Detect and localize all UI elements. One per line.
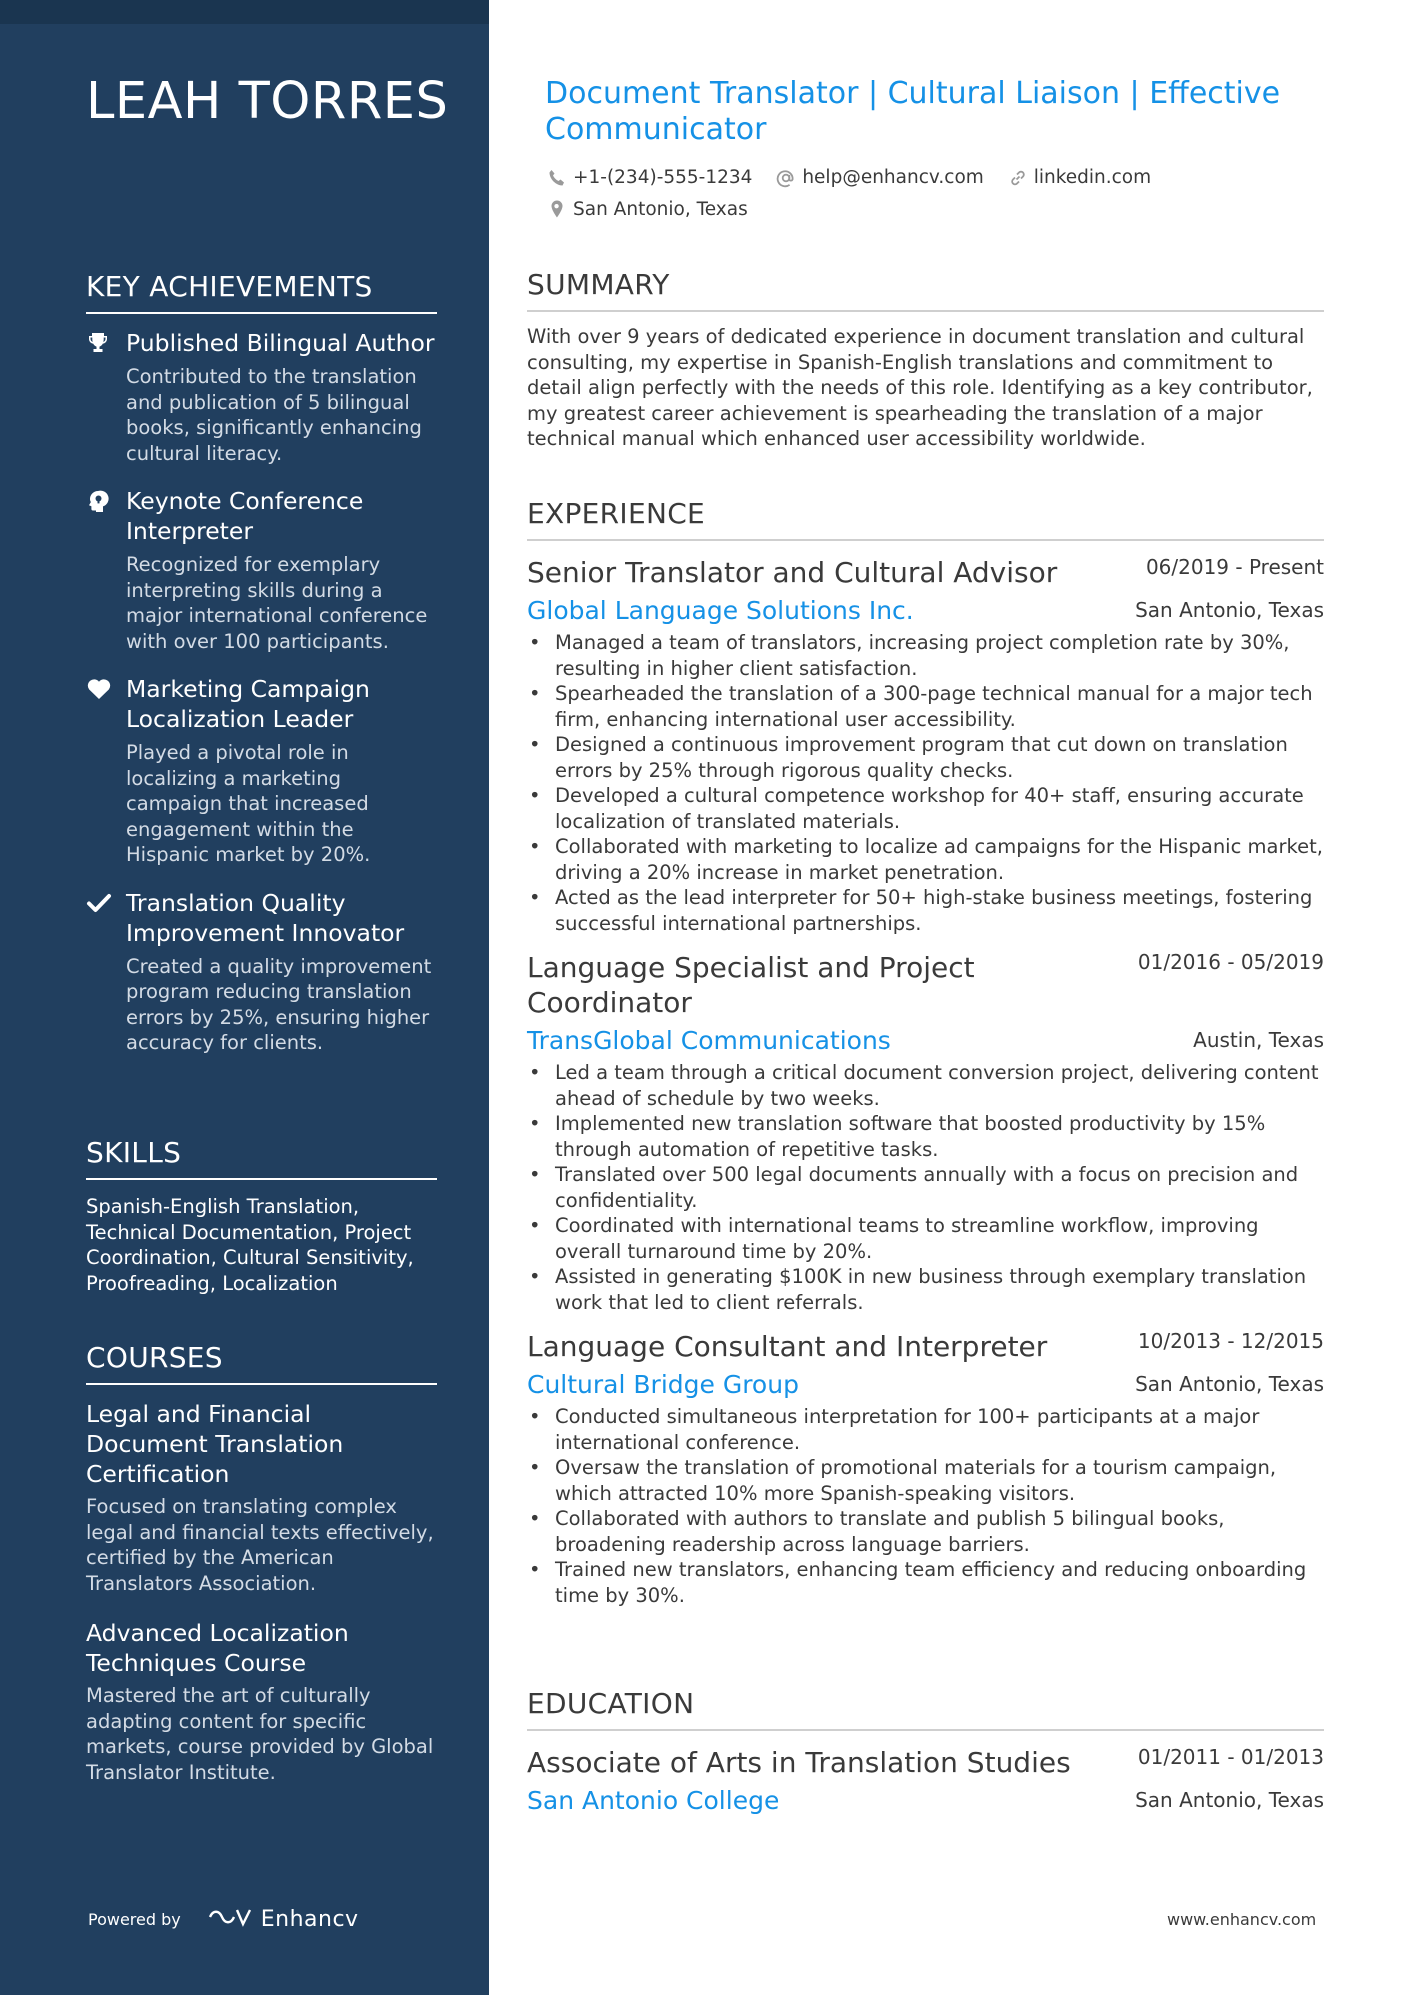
list-item: • Designed a continuous improvement program that cut down on translation errors by 25% through rigorous quality checks. bbox=[529, 733, 1288, 782]
list-item: • Implemented new translation software that boosted productivity by 15% through automation of repetitive tasks. bbox=[529, 1112, 1266, 1161]
location-text: San Antonio, Texas bbox=[573, 198, 748, 220]
main-content bbox=[489, 0, 1410, 1995]
list-item: • Assisted in generating $100K in new business through exemplary translation work that led to client referrals. bbox=[529, 1265, 1307, 1314]
list-item: • Collaborated with authors to translate and publish 5 bilingual books, broadening readership across language barriers. bbox=[529, 1507, 1225, 1556]
list-item: • Translated over 500 legal documents annually with a focus on precision and confidentiality. bbox=[529, 1163, 1299, 1212]
achievement-title: Keynote Conference Interpreter bbox=[126, 487, 364, 545]
skills-title: SKILLS bbox=[86, 1136, 437, 1180]
courses-section bbox=[86, 1341, 437, 1807]
list-item: • Collaborated with marketing to localize ad campaigns for the Hispanic market, driving a 20% increase in market penetration. bbox=[529, 835, 1323, 884]
phone-number: +1-(234)-555-1234 bbox=[573, 167, 753, 188]
skills-section bbox=[86, 1136, 437, 1296]
list-item: • Oversaw the translation of promotional materials for a tourism campaign, which attracted 10% more Spanish-speaking visitors. bbox=[529, 1456, 1277, 1505]
summary-text: With over 9 years of dedicated experience in document translation and cultural consulting, my expertise in Spanish-English translations and commitment to detail align perfectly with the needs of this role. Identifying as a key contributor, my greatest career achievement is spearheading the translation of a major technical manual which enhanced user accessibility worldwide. bbox=[527, 325, 1313, 450]
list-item: • Conducted simultaneous interpretation for 100+ participants at a major international conference. bbox=[529, 1405, 1260, 1454]
key-achievements-title: KEY ACHIEVEMENTS bbox=[86, 270, 437, 314]
summary-section bbox=[527, 268, 1324, 452]
skills-list: Spanish-English Translation, Technical Documentation, Project Coordination, Cultural Sensitivity, Proofreading, Localization bbox=[86, 1195, 414, 1295]
job-location: San Antonio, Texas bbox=[1135, 598, 1324, 622]
sidebar bbox=[0, 0, 489, 1995]
list-item: • Coordinated with international teams to streamline workflow, improving overall turnaround time by 20%. bbox=[529, 1214, 1259, 1263]
education-title: EDUCATION bbox=[527, 1687, 1324, 1731]
list-item: • Led a team through a critical document conversion project, delivering content ahead of schedule by two weeks. bbox=[529, 1061, 1319, 1110]
company-name[interactable]: Cultural Bridge Group bbox=[527, 1370, 799, 1399]
job-dates: 06/2019 - Present bbox=[1145, 555, 1324, 579]
trophy-icon bbox=[86, 331, 112, 357]
company-name[interactable]: Global Language Solutions Inc. bbox=[527, 596, 914, 625]
achievement-item bbox=[86, 674, 437, 868]
achievement-item bbox=[86, 888, 437, 1056]
degree-title: Associate of Arts in Translation Studies bbox=[527, 1746, 1071, 1779]
key-achievements-section bbox=[86, 270, 437, 1076]
achievement-description: Recognized for exemplary interpreting skills during a major international conference with over 100 participants. bbox=[126, 553, 428, 653]
job-title: Language Consultant and Interpreter bbox=[527, 1330, 1048, 1363]
powered-by-label: Powered by bbox=[88, 1909, 181, 1929]
job-location: San Antonio, Texas bbox=[1135, 1372, 1324, 1396]
job-entry bbox=[527, 950, 1324, 1315]
achievement-description: Contributed to the translation and publication of 5 bilingual books, significantly enhancing cultural literacy. bbox=[126, 365, 422, 465]
achievement-title: Translation Quality Improvement Innovator bbox=[126, 888, 405, 947]
achievement-item bbox=[86, 328, 437, 466]
candidate-name: LEAH TORRES bbox=[86, 72, 449, 131]
job-title: Language Specialist and Project Coordinator bbox=[527, 951, 975, 1019]
job-dates: 10/2013 - 12/2015 bbox=[1137, 1329, 1324, 1353]
list-item: • Developed a cultural competence workshop for 40+ staff, ensuring accurate localization of translated materials. bbox=[529, 784, 1304, 833]
experience-title: EXPERIENCE bbox=[527, 497, 1324, 541]
sidebar-top-strip bbox=[0, 0, 489, 24]
experience-section bbox=[527, 497, 1324, 1608]
contact-info bbox=[547, 164, 1287, 227]
head-lightbulb-icon bbox=[86, 489, 112, 515]
achievement-title: Published Bilingual Author bbox=[126, 329, 435, 357]
list-item: • Acted as the lead interpreter for 50+ high-stake business meetings, fostering successful international partnerships. bbox=[529, 886, 1313, 935]
list-item: • Spearheaded the translation of a 300-page technical manual for a major tech firm, enhancing international user accessibility. bbox=[529, 682, 1313, 731]
job-bullets bbox=[527, 630, 1324, 936]
phone-contact[interactable] bbox=[547, 164, 752, 191]
company-name[interactable]: TransGlobal Communications bbox=[527, 1026, 891, 1055]
job-title: Senior Translator and Cultural Advisor bbox=[527, 556, 1058, 589]
location-contact bbox=[547, 196, 748, 223]
course-item bbox=[86, 1618, 437, 1785]
education-section bbox=[527, 1687, 1324, 1818]
job-bullets bbox=[527, 1060, 1324, 1315]
email-contact[interactable] bbox=[776, 164, 983, 191]
linkedin-url: linkedin.com bbox=[1033, 167, 1152, 188]
achievement-description: Created a quality improvement program reducing translation errors by 25%, ensuring higher accuracy for clients. bbox=[126, 954, 432, 1054]
enhancv-logo-icon bbox=[207, 1905, 253, 1933]
list-item: • Trained new translators, enhancing team efficiency and reducing onboarding time by 30%. bbox=[529, 1558, 1307, 1607]
course-title: Advanced Localization Techniques Course bbox=[86, 1619, 349, 1677]
education-entry bbox=[527, 1745, 1324, 1818]
school-location: San Antonio, Texas bbox=[1135, 1788, 1324, 1812]
link-icon bbox=[1008, 168, 1028, 188]
education-dates: 01/2011 - 01/2013 bbox=[1137, 1745, 1324, 1769]
summary-title: SUMMARY bbox=[527, 268, 1324, 312]
email-address: help@enhancv.com bbox=[802, 167, 984, 188]
achievement-item bbox=[86, 486, 437, 654]
achievement-description: Played a pivotal role in localizing a marketing campaign that increased engagement within the Hispanic market by 20%. bbox=[126, 741, 371, 866]
course-title: Legal and Financial Document Translation Certification bbox=[86, 1400, 344, 1488]
map-pin-icon bbox=[547, 199, 567, 219]
powered-by[interactable] bbox=[88, 1905, 359, 1933]
job-location: Austin, Texas bbox=[1193, 1028, 1324, 1052]
heart-icon bbox=[86, 677, 112, 703]
footer-url[interactable]: www.enhancv.com bbox=[1167, 1910, 1317, 1929]
courses-title: COURSES bbox=[86, 1341, 437, 1385]
brand-name: Enhancv bbox=[260, 1906, 359, 1932]
course-description: Focused on translating complex legal and financial texts effectively, certified by the American Translators Association. bbox=[86, 1495, 434, 1595]
job-dates: 01/2016 - 05/2019 bbox=[1137, 950, 1324, 974]
phone-icon bbox=[547, 168, 567, 188]
linkedin-contact[interactable] bbox=[1008, 164, 1151, 191]
checkmark-icon bbox=[86, 891, 112, 917]
course-item bbox=[86, 1399, 437, 1596]
course-description: Mastered the art of culturally adapting content for specific markets, course provided by Global Translator Institute. bbox=[86, 1684, 434, 1784]
school-name[interactable]: San Antonio College bbox=[527, 1786, 780, 1815]
at-sign-icon bbox=[776, 168, 796, 188]
headline: Document Translator | Cultural Liaison | Effective Communicator bbox=[545, 76, 1281, 147]
job-entry bbox=[527, 1329, 1324, 1608]
job-entry bbox=[527, 555, 1324, 936]
achievement-title: Marketing Campaign Localization Leader bbox=[126, 675, 370, 733]
list-item: • Managed a team of translators, increasing project completion rate by 30%, resulting in higher client satisfaction. bbox=[529, 631, 1290, 680]
job-bullets bbox=[527, 1404, 1324, 1608]
